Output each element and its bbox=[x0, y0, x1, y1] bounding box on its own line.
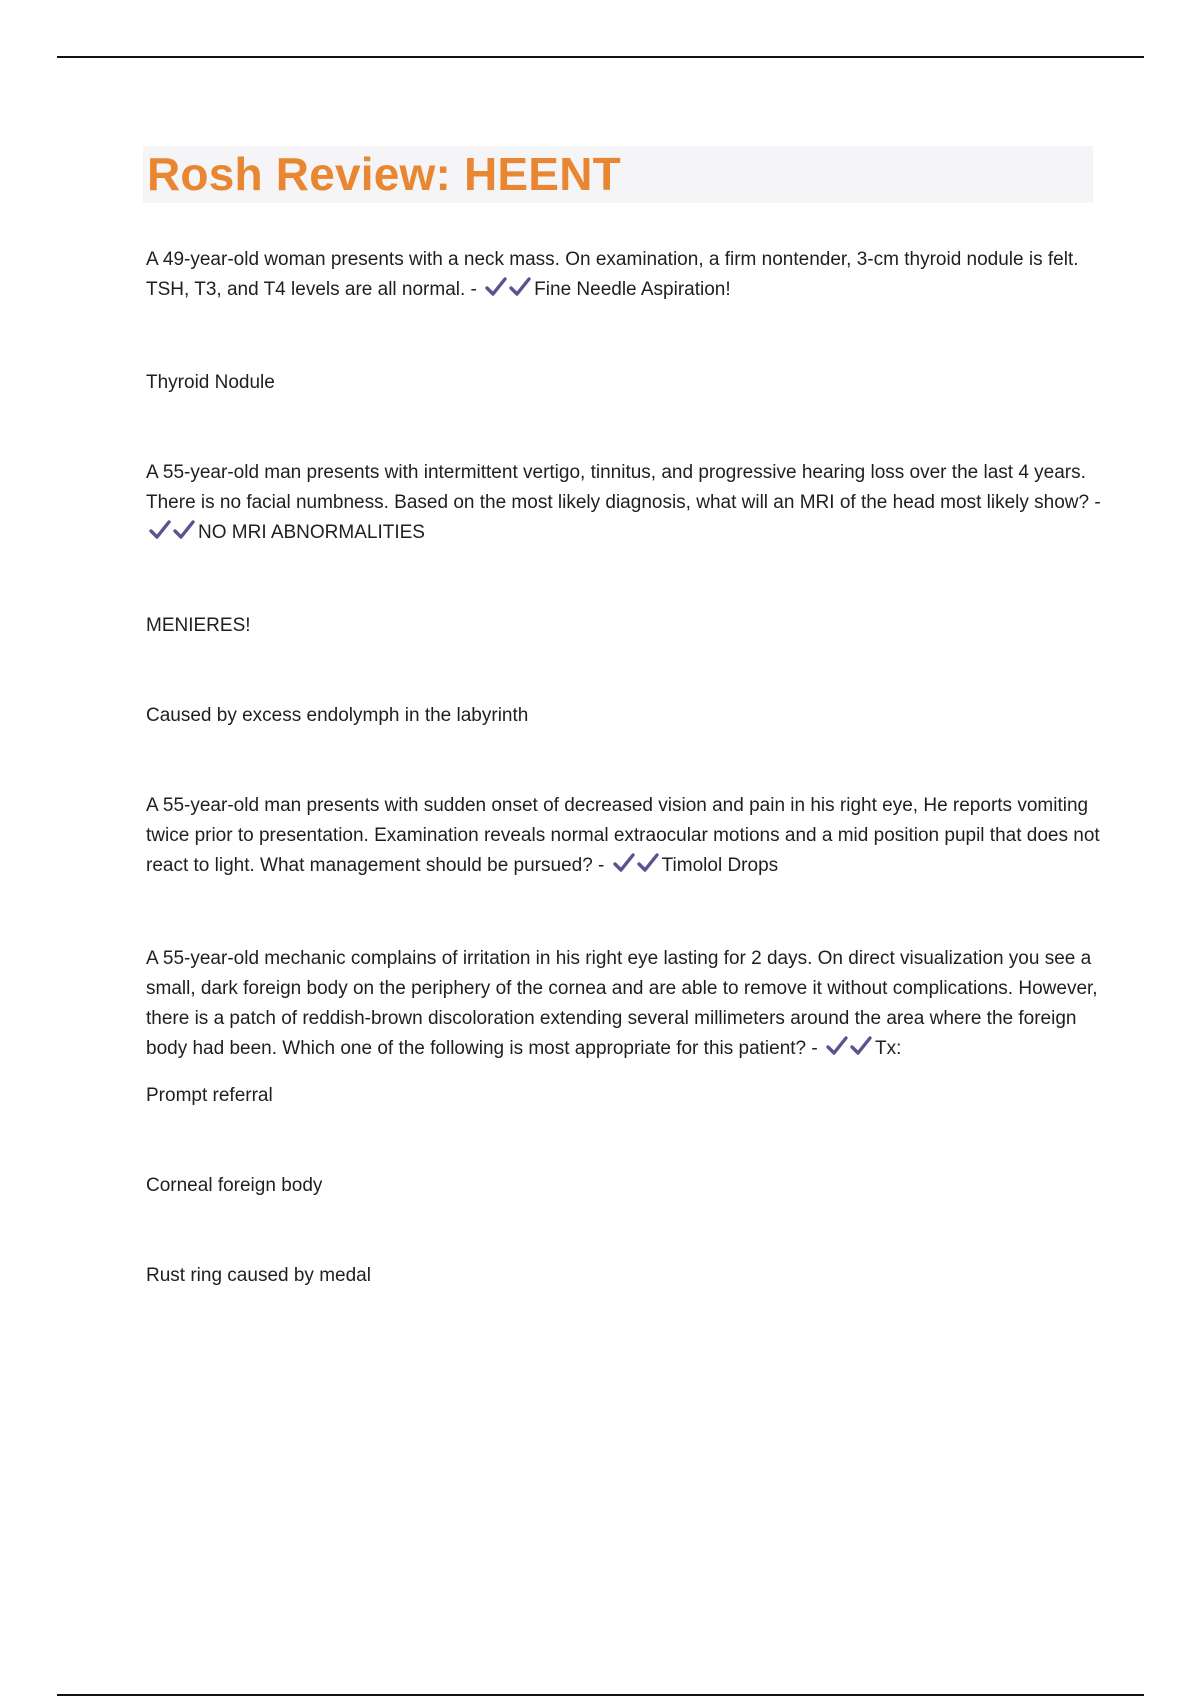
check-icon bbox=[825, 1035, 849, 1057]
qa-item bbox=[146, 245, 1101, 308]
note-text: Corneal foreign body bbox=[146, 1175, 323, 1196]
answer-text: Timolol Drops bbox=[661, 855, 779, 876]
top-rule bbox=[57, 56, 1144, 58]
double-check-icon bbox=[612, 852, 660, 884]
question-text: A 55-year-old man presents with intermittent vertigo, tinnitus, and progressive hearing loss over the last 4 years. There is no facial numbness. Based on the most likely diagnosis, what will an MRI of the head most likely show? - bbox=[146, 462, 1101, 513]
answer-text: NO MRI ABNORMALITIES bbox=[198, 522, 425, 543]
note-text: Prompt referral bbox=[146, 1085, 273, 1106]
question-text: A 55-year-old man presents with sudden onset of decreased vision and pain in his right eye, He reports vomiting twice prior to presentation. Examination reveals normal extraocular motions and a mid position pupil that does not react to light. What management should be pursued? - bbox=[146, 795, 1100, 876]
check-icon bbox=[849, 1035, 873, 1057]
qa-item bbox=[146, 458, 1101, 551]
question-text: A 49-year-old woman presents with a neck mass. On examination, a firm nontender, 3-cm thyroid nodule is felt. TSH, T3, and T4 levels are all normal. - bbox=[146, 249, 1079, 300]
answer-text: Fine Needle Aspiration! bbox=[534, 279, 731, 300]
qa-item bbox=[146, 944, 1101, 1067]
check-icon bbox=[148, 519, 172, 541]
question-text: A 55-year-old mechanic complains of irritation in his right eye lasting for 2 days. On direct visualization you see a small, dark foreign body on the periphery of the cornea and are able to remove it without complications. However, there is a patch of reddish-brown discoloration extending several millimeters around the area where the foreign body had been. Which one of the following is most appropriate for this patient? - bbox=[146, 948, 1098, 1059]
note-text: Caused by excess endolymph in the labyrinth bbox=[146, 705, 529, 726]
check-icon bbox=[636, 852, 660, 874]
bottom-rule bbox=[57, 1694, 1144, 1696]
double-check-icon bbox=[148, 519, 196, 551]
check-icon bbox=[612, 852, 636, 874]
note-text: Rust ring caused by medal bbox=[146, 1265, 371, 1286]
check-icon bbox=[172, 519, 196, 541]
note-text: MENIERES! bbox=[146, 615, 251, 636]
answer-text: Tx: bbox=[875, 1038, 902, 1059]
double-check-icon bbox=[484, 276, 532, 308]
check-icon bbox=[508, 276, 532, 298]
note-text: Thyroid Nodule bbox=[146, 372, 275, 393]
double-check-icon bbox=[825, 1035, 873, 1067]
document-body bbox=[146, 245, 1101, 1291]
qa-item bbox=[146, 791, 1101, 884]
check-icon bbox=[484, 276, 508, 298]
page-title: Rosh Review: HEENT bbox=[147, 148, 621, 200]
